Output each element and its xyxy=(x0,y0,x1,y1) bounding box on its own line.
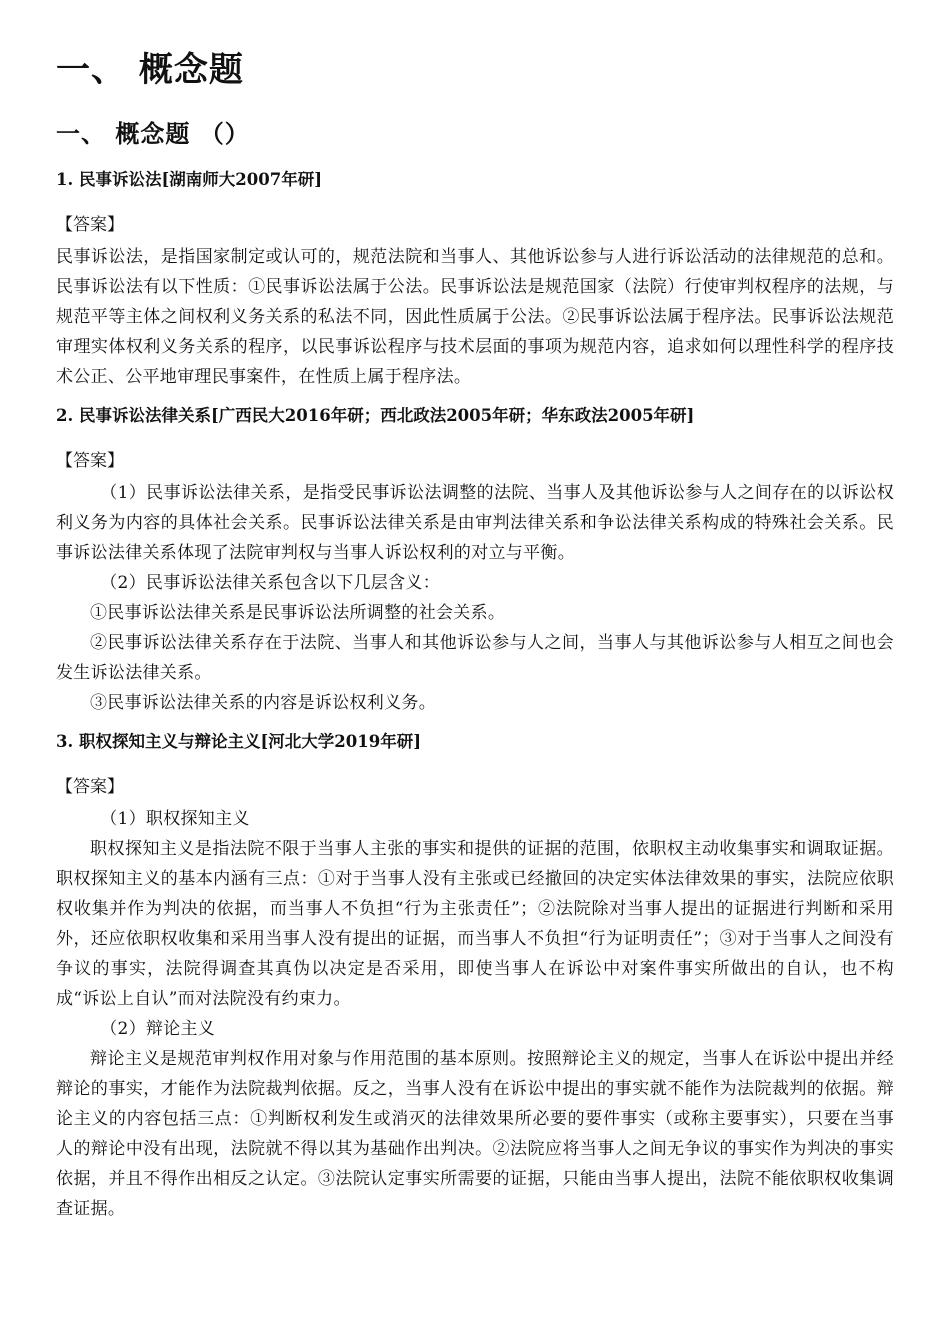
answer-label: 【答案】 xyxy=(56,777,124,797)
answer-paragraph: （2）民事诉讼法律关系包含以下几层含义： xyxy=(100,573,441,593)
answer-paragraph: ①民事诉讼法律关系是民事诉讼法所调整的社会关系。 xyxy=(90,603,506,623)
question-block xyxy=(56,168,894,392)
chapter-heading: 一、 概念题 xyxy=(56,50,244,90)
answer-paragraph: ②民事诉讼法律关系存在于法院、当事人和其他诉讼参与人之间，当事人与其他诉讼参与人相互之间也会发生诉讼法律关系。 xyxy=(56,633,894,683)
question-block xyxy=(56,730,894,1224)
question-block xyxy=(56,404,894,718)
answer-paragraph: ③民事诉讼法律关系的内容是诉讼权利义务。 xyxy=(90,693,436,713)
answer-paragraph: （2）辩论主义 xyxy=(100,1019,216,1039)
document-page xyxy=(56,46,894,1224)
question-title: 2. 民事诉讼法律关系[广西民大2016年研；西北政法2005年研；华东政法2005年研] xyxy=(56,406,695,425)
question-title: 1. 民事诉讼法[湖南师大2007年研] xyxy=(56,170,323,189)
answer-label: 【答案】 xyxy=(56,215,124,235)
answer-paragraph: 民事诉讼法，是指国家制定或认可的，规范法院和当事人、其他诉讼参与人进行诉讼活动的法律规范的总和。民事诉讼法有以下性质：①民事诉讼法属于公法。民事诉讼法是规范国家（法院）行使审判权程序的法规，与规范平等主体之间权利义务关系的私法不同，因此性质属于公法。②民事诉讼法属于程序法。民事诉讼法规范审理实体权利义务关系的程序，以民事诉讼程序与技术层面的事项为规范内容，追求如何以理性科学的程序技术公正、公平地审理民事案件，在性质上属于程序法。 xyxy=(56,247,894,387)
question-title: 3. 职权探知主义与辩论主义[河北大学2019年研] xyxy=(56,732,422,751)
answer-paragraph: （1）民事诉讼法律关系，是指受民事诉讼法调整的法院、当事人及其他诉讼参与人之间存在的以诉讼权利义务为内容的具体社会关系。民事诉讼法律关系是由审判法律关系和争讼法律关系构成的特殊社会关系。民事诉讼法律关系体现了法院审判权与当事人诉讼权利的对立与平衡。 xyxy=(56,483,894,563)
answer-paragraph: 辩论主义是规范审判权作用对象与作用范围的基本原则。按照辩论主义的规定，当事人在诉讼中提出并经辩论的事实，才能作为法院裁判依据。反之，当事人没有在诉讼中提出的事实就不能作为法院裁判的依据。辩论主义的内容包括三点：①判断权利发生或消灭的法律效果所必要的要件事实（或称主要事实），只要在当事人的辩论中没有出现，法院就不得以其为基础作出判决。②法院应将当事人之间无争议的事实作为判决的事实依据，并且不得作出相反之认定。③法院认定事实所需要的证据，只能由当事人提出，法院不能依职权收集调查证据。 xyxy=(56,1049,894,1219)
answer-label: 【答案】 xyxy=(56,451,124,471)
answer-paragraph: （1）职权探知主义 xyxy=(100,809,250,829)
section-heading: 一、 概念题 （） xyxy=(56,120,250,148)
answer-paragraph: 职权探知主义是指法院不限于当事人主张的事实和提供的证据的范围，依职权主动收集事实和调取证据。职权探知主义的基本内涵有三点：①对于当事人没有主张或已经撤回的决定实体法律效果的事实，法院应依职权收集并作为判决的依据，而当事人不负担“行为主张责任”；②法院除对当事人提出的证据进行判断和采用外，还应依职权收集和采用当事人没有提出的证据，而当事人不负担“行为证明责任”；③对于当事人之间没有争议的事实，法院得调查其真伪以决定是否采用，即使当事人在诉讼中对案件事实所做出的自认，也不构成“诉讼上自认”而对法院没有约束力。 xyxy=(56,839,894,1009)
